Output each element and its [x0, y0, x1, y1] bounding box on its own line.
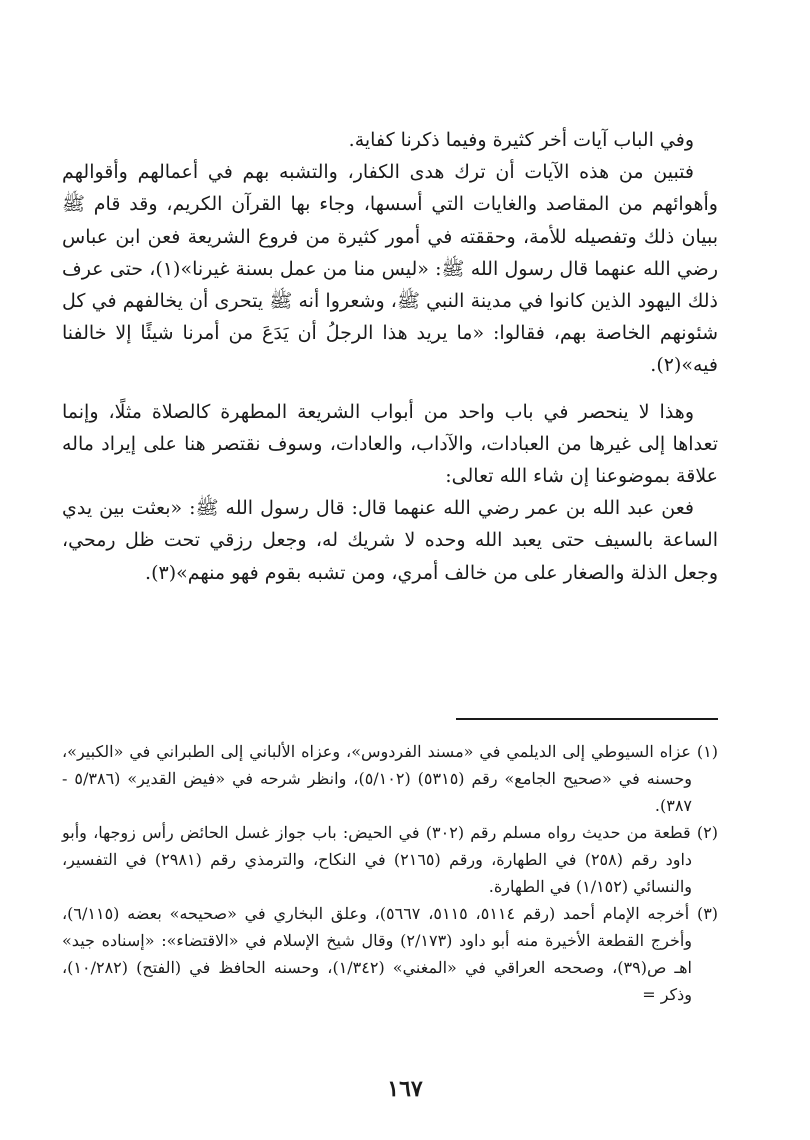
paragraph-hadith: فعن عبد الله بن عمر رضي الله عنهما قال: قال رسول الله ﷺ: «بعثت بين يدي الساعة بالسيف حتى يعبد الله وحده لا شريك له، وجعل رزقي تحت ظل رمحي، وجعل الذلة والصغار على من خالف أمري، ومن تشبه بقوم فهو منهم»(٣). [62, 497, 718, 584]
paragraph-imitation: فتبين من هذه الآيات أن ترك هدى الكفار، والتشبه بهم في أعمالهم وأقوالهم وأهوائهم من المقاصد والغايات التي أسسها، وجاء بها القرآن الكريم، وقد قام ﷺ ببيان ذلك وتفصيله للأمة، وحققته في أمور كثيرة من فروع الشريعة فعن ابن عباس رضي الله عنهما قال رسول الله ﷺ: «ليس منا من عمل بسنة غيرنا»(١)، حتى عرف ذلك اليهود الذين كانوا في مدينة النبي ﷺ، وشعروا أنه ﷺ يتحرى أن يخالفهم في كل شئونهم الخاصة بهم، فقالوا: «ما يريد هذا الرجلُ أن يَدَعَ من أمرنا شيئًا إلا خالفنا فيه»(٢). [62, 161, 718, 377]
paragraph-scope: وهذا لا ينحصر في باب واحد من أبواب الشريعة المطهرة كالصلاة مثلًا، وإنما تعداها إلى غيرها من العبادات، والآداب، والعادات، وسوف نقتصر هنا على إيراد ماله علاقة بموضوعنا إن شاء الله تعالى: [62, 400, 718, 488]
footnote-separator [456, 718, 718, 720]
paragraph-intro: وفي الباب آيات أخر كثيرة وفيما ذكرنا كفاية. [348, 129, 694, 151]
page-number: ١٦٧ [387, 1076, 423, 1102]
footnotes [62, 738, 718, 1008]
main-text [62, 124, 718, 589]
footnote-2: (٢) قطعة من حديث رواه مسلم رقم (٣٠٢) في الحيض: باب جواز غسل الحائض رأس زوجها، وأبو داود رقم (٢٥٨) في الطهارة، ورقم (٢١٦٥) في النكاح، والترمذي رقم (٢٩٨١) في التفسير، والنسائي (١/١٥٢) في الطهارة. [62, 823, 719, 896]
footnote-1: (١) عزاه السيوطي إلى الديلمي في «مسند الفردوس»، وعزاه الألباني إلى الطبراني في «الكبير»، وحسنه في «صحيح الجامع» رقم (٥٣١٥) (٥/١٠٢)، وانظر شرحه في «فيض القدير» (٥/٣٨٦ - ٣٨٧). [62, 742, 718, 815]
footnote-3: (٣) أخرجه الإمام أحمد (رقم ٥١١٤، ٥١١٥، ٥٦٦٧)، وعلق البخاري في «صحيحه» بعضه (٦/١١٥)، وأخرج القطعة الأخيرة منه أبو داود (٢/١٧٣) وقال شيخ الإسلام في «الاقتضاء»: «إسناده جيد» اهـ ص(٣٩)، وصححه العراقي في «المغني» (١/٣٤٢)، وحسنه الحافظ في (الفتح) (١٠/٢٨٢)، وذكر = [62, 904, 719, 1004]
